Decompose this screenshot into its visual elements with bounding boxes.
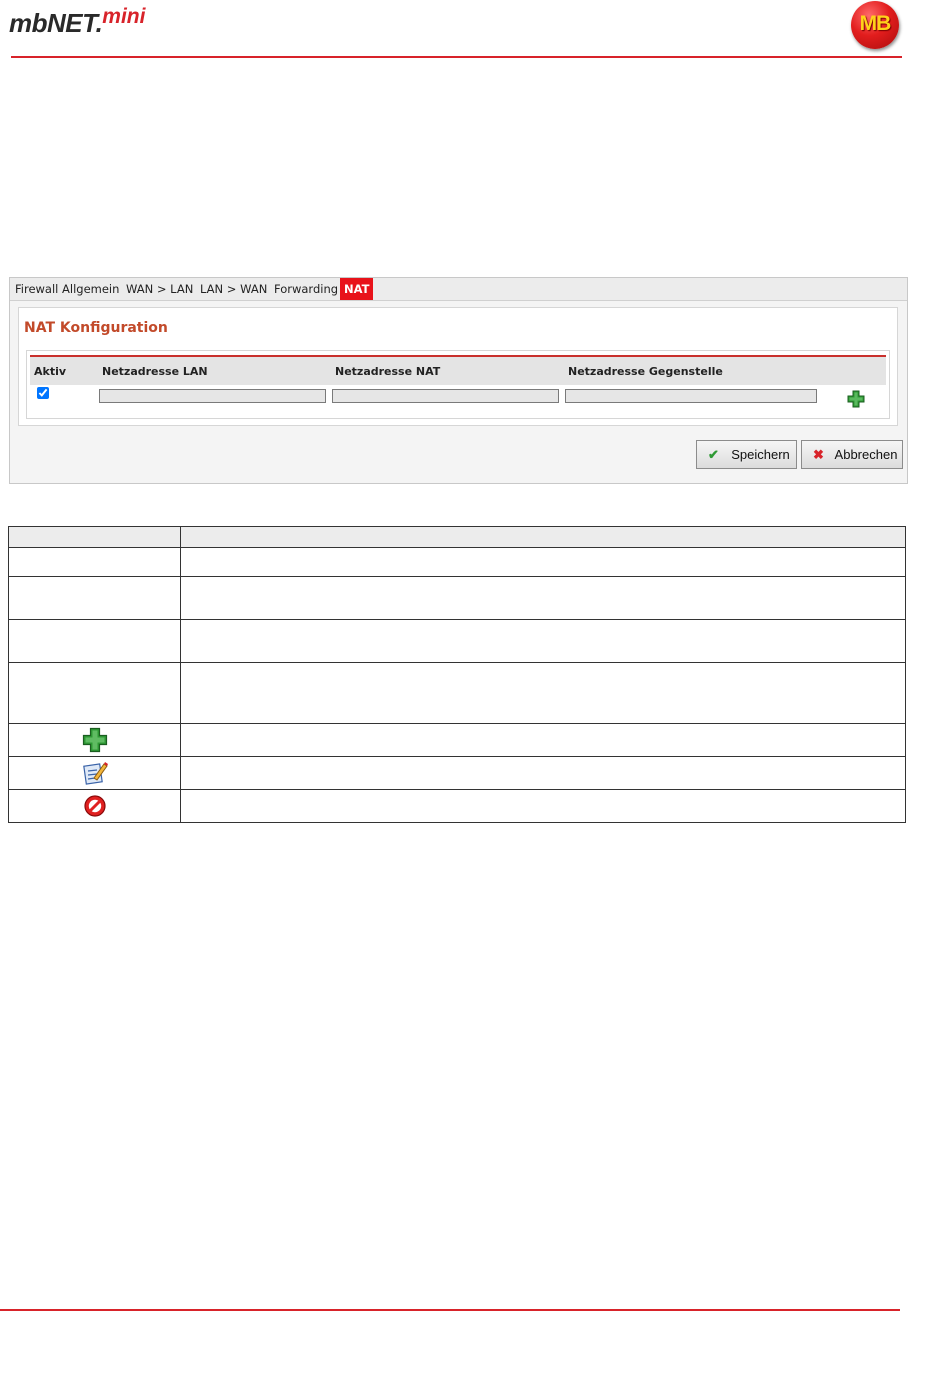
mb-badge-text: MB <box>859 12 891 35</box>
tab-forwarding[interactable]: Forwarding <box>274 282 339 296</box>
logo-main-text: mbNET. <box>9 8 103 38</box>
tab-nat[interactable]: NAT <box>340 278 373 300</box>
table-row <box>9 577 906 620</box>
description-table <box>8 526 906 823</box>
table-cell <box>181 663 906 724</box>
plus-icon[interactable] <box>847 390 865 408</box>
table-header-row <box>9 527 906 548</box>
table-row <box>9 663 906 724</box>
table-cell <box>181 757 906 790</box>
delete-icon <box>83 794 107 818</box>
table-row <box>9 757 906 790</box>
table-cell <box>9 548 181 577</box>
logo-sub-text: mini <box>102 5 146 28</box>
aktiv-checkbox[interactable] <box>37 387 49 399</box>
table-cell <box>9 790 181 823</box>
check-icon: ✔ <box>708 447 719 462</box>
lan-address-field[interactable] <box>99 389 326 403</box>
tab-wan-lan[interactable]: WAN > LAN <box>126 282 194 296</box>
table-cell <box>9 663 181 724</box>
col-header-lan: Netzadresse LAN <box>102 365 208 378</box>
x-icon: ✖ <box>813 447 824 462</box>
nat-config-section <box>18 307 898 426</box>
mbnet-mini-logo <box>9 5 146 42</box>
table-cell <box>181 790 906 823</box>
nat-address-field[interactable] <box>332 389 559 403</box>
footer-divider <box>0 1309 900 1311</box>
table-cell <box>9 757 181 790</box>
nat-panel <box>9 277 908 484</box>
table-row <box>9 620 906 663</box>
table-cell <box>9 577 181 620</box>
tab-lan-wan[interactable]: LAN > WAN <box>200 282 268 296</box>
col-header-nat: Netzadresse NAT <box>335 365 441 378</box>
table-row <box>9 724 906 757</box>
nat-grid <box>26 350 890 419</box>
firewall-tab-bar <box>10 278 907 301</box>
table-row <box>9 790 906 823</box>
table-cell <box>181 724 906 757</box>
cancel-button[interactable] <box>801 440 903 469</box>
table-cell <box>181 620 906 663</box>
section-title: NAT Konfiguration <box>24 320 168 336</box>
save-button-label: Speichern <box>731 447 790 462</box>
col-header-aktiv: Aktiv <box>34 365 67 378</box>
table-cell <box>181 577 906 620</box>
table-header-cell <box>9 527 181 548</box>
header-divider <box>11 56 902 58</box>
edit-icon <box>82 760 108 786</box>
table-cell <box>9 620 181 663</box>
add-icon <box>82 727 108 753</box>
table-row <box>9 548 906 577</box>
remote-address-field[interactable] <box>565 389 817 403</box>
tab-firewall-allgemein[interactable]: Firewall Allgemein <box>15 282 120 296</box>
table-cell <box>9 724 181 757</box>
col-header-remote: Netzadresse Gegenstelle <box>568 365 723 378</box>
table-header-cell <box>181 527 906 548</box>
mb-logo-badge <box>851 1 899 49</box>
cancel-button-label: Abbrechen <box>834 447 898 462</box>
nat-grid-header <box>30 355 886 385</box>
table-cell <box>181 548 906 577</box>
save-button[interactable] <box>696 440 797 469</box>
nat-grid-row <box>30 385 886 413</box>
